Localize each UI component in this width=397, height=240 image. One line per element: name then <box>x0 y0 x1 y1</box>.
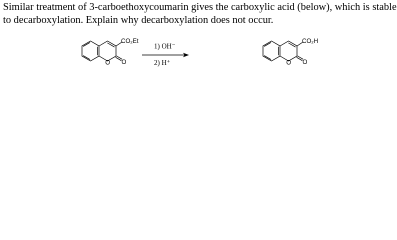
reactant-benzene-ring <box>82 41 99 61</box>
reactant-carbonyl-oxygen: O <box>121 59 127 66</box>
reagent-step-1: 1) OH⁻ <box>154 42 176 51</box>
reactant-ester-label: CO₂Et <box>121 38 139 45</box>
product-pyranone-ring <box>280 41 297 61</box>
product-structure <box>263 41 303 61</box>
product-acid-label: CO₂H <box>302 38 319 45</box>
reaction-scheme <box>0 0 397 77</box>
reactant-pyranone-ring <box>99 41 116 61</box>
question-line-2: to decarboxylation. Explain why decarboxylation does not occur. <box>3 14 274 26</box>
product-benzene-ring <box>263 41 280 61</box>
reactant-ring-oxygen: O <box>105 59 111 67</box>
product-carbonyl-oxygen: O <box>302 59 308 66</box>
product-ring-oxygen: O <box>286 59 292 67</box>
reagent-step-2: 2) H⁺ <box>154 59 171 67</box>
question-line-1: Similar treatment of 3-carboethoxycoumarin gives the carboxylic acid (below), which is stable <box>3 2 397 13</box>
reaction-arrow <box>142 53 189 57</box>
reactant-structure <box>82 41 122 61</box>
